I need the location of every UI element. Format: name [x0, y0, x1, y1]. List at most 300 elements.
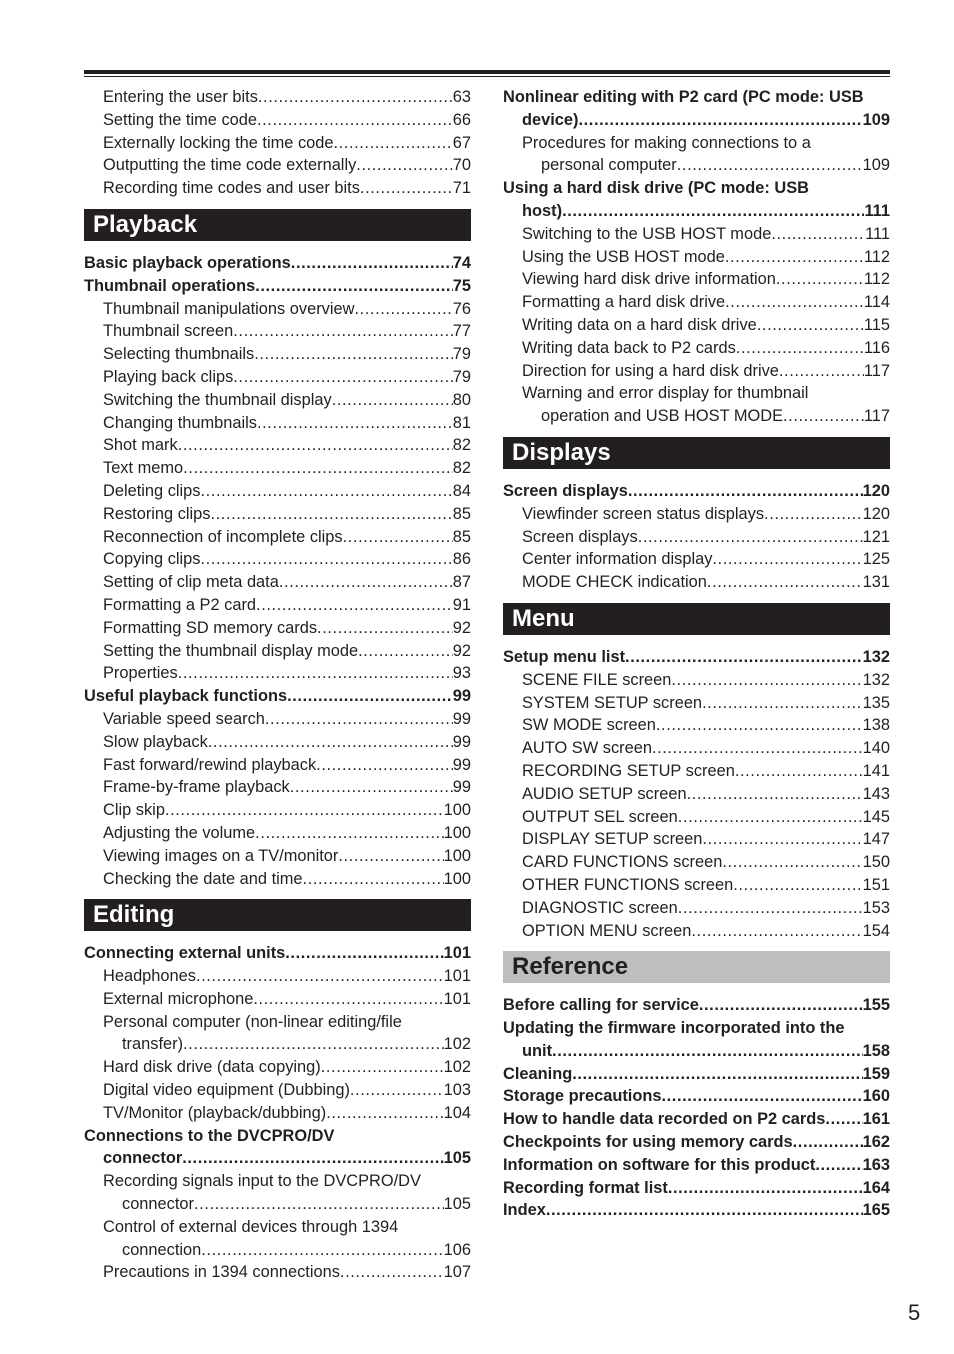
toc-topic-entry[interactable]: [84, 868, 471, 891]
toc-entry-title: device): [522, 110, 579, 129]
toc-topic-entry[interactable]: [503, 223, 890, 246]
toc-entry-line: [103, 366, 471, 389]
toc-entry-title: Switching to the USB HOST mode: [522, 224, 772, 243]
toc-entry-line: [522, 526, 890, 549]
toc-entry-title: OTHER FUNCTIONS screen: [522, 875, 734, 894]
toc-entry-line: [522, 851, 890, 874]
toc-entry-line: [503, 1063, 890, 1086]
toc-topic-entry[interactable]: [84, 177, 471, 200]
toc-entry-title: How to handle data recorded on P2 cards: [503, 1110, 826, 1129]
dot-leader: [356, 154, 452, 177]
toc-topic-entry[interactable]: [503, 669, 890, 692]
dot-leader: [638, 526, 863, 549]
section-heading: Reference: [503, 951, 890, 983]
toc-entry-title: External microphone: [103, 989, 254, 1008]
dot-leader: [735, 760, 863, 783]
toc-topic-entry[interactable]: [84, 412, 471, 435]
toc-topic-entry[interactable]: [84, 154, 471, 177]
toc-topic-entry[interactable]: [503, 851, 890, 874]
toc-entry-page: 115: [863, 315, 890, 334]
dot-leader: [253, 988, 443, 1011]
toc-entry-title: Thumbnail operations: [84, 276, 256, 295]
dot-leader: [196, 965, 444, 988]
toc-entry-line: [522, 268, 890, 291]
toc-entry-line: [522, 405, 890, 428]
toc-topic-entry[interactable]: [503, 360, 890, 383]
toc-entry-line: [103, 708, 471, 731]
toc-entry-line: [103, 480, 471, 503]
toc-entry-title: Variable speed search: [103, 709, 265, 728]
toc-entry-title: Setting of clip meta data: [103, 573, 279, 592]
toc-entry-title: Formatting a hard disk drive: [522, 293, 726, 312]
toc-entry-page: 67: [452, 133, 471, 152]
toc-entry-page: 117: [863, 361, 890, 380]
toc-entry-title: Recording time codes and user bits: [103, 179, 360, 198]
toc-entry-title: Using the USB HOST mode: [522, 247, 725, 266]
toc-topic-entry[interactable]: [503, 382, 890, 428]
toc-topic-entry[interactable]: [503, 526, 890, 549]
toc-chapter-entry[interactable]: [503, 480, 890, 503]
toc-entry-line: [103, 86, 471, 109]
toc-topic-entry[interactable]: [503, 692, 890, 715]
toc-chapter-entry[interactable]: [84, 1125, 471, 1171]
toc-entry-page: 86: [452, 550, 471, 569]
toc-entry-title: Setup menu list: [503, 647, 626, 666]
toc-entry-title-first-line: Using a hard disk drive (PC mode: USB: [503, 179, 810, 198]
header-rule-thin: [84, 76, 890, 77]
dot-leader: [178, 662, 453, 685]
toc-entry-page: 101: [443, 944, 471, 963]
toc-topic-entry[interactable]: [84, 988, 471, 1011]
toc-topic-entry[interactable]: [503, 132, 890, 178]
toc-topic-entry[interactable]: [84, 320, 471, 343]
toc-entry-page: 75: [452, 276, 471, 295]
toc-chapter-entry[interactable]: [503, 1017, 890, 1063]
toc-entry-page: 81: [452, 413, 471, 432]
toc-entry-title: Screen displays: [503, 481, 628, 500]
toc-topic-entry[interactable]: [84, 503, 471, 526]
toc-entry-page: 121: [862, 527, 890, 546]
dot-leader: [285, 942, 443, 965]
toc-entry-title: unit: [522, 1041, 553, 1060]
toc-chapter-entry[interactable]: [503, 1177, 890, 1200]
toc-entry-title: connector: [103, 1149, 183, 1168]
toc-entry-page: 116: [863, 338, 890, 357]
toc-chapter-entry[interactable]: [503, 1108, 890, 1131]
toc-topic-entry[interactable]: [84, 594, 471, 617]
toc-entry-title: Cleaning: [503, 1064, 573, 1083]
dot-leader: [733, 874, 862, 897]
dot-leader: [736, 337, 864, 360]
toc-entry-line: [522, 783, 890, 806]
dot-leader: [256, 594, 453, 617]
dot-leader: [321, 1056, 444, 1079]
toc-topic-entry[interactable]: [84, 731, 471, 754]
toc-entry-page: 85: [452, 504, 471, 523]
section-heading: Displays: [503, 437, 890, 469]
toc-entry-title: SYSTEM SETUP screen: [522, 693, 703, 712]
dot-leader: [317, 617, 453, 640]
dot-leader: [699, 994, 863, 1017]
toc-chapter-entry[interactable]: [503, 86, 890, 132]
dot-leader: [702, 692, 863, 715]
dot-leader: [687, 783, 863, 806]
toc-entry-title: Fast forward/rewind playback: [103, 755, 317, 774]
dot-leader: [783, 405, 864, 428]
dot-leader: [211, 503, 453, 526]
toc-entry-title-first-line: Connections to the DVCPRO/DV: [84, 1126, 335, 1145]
toc-topic-entry[interactable]: [84, 526, 471, 549]
toc-topic-entry[interactable]: [503, 760, 890, 783]
dot-leader: [316, 754, 453, 777]
toc-entry-title: OPTION MENU screen: [522, 921, 692, 940]
toc-entry-title: SW MODE screen: [522, 716, 656, 735]
toc-entry-title: Externally locking the time code: [103, 133, 334, 152]
toc-topic-entry[interactable]: [84, 799, 471, 822]
toc-entry-line: [522, 548, 890, 571]
toc-topic-entry[interactable]: [84, 845, 471, 868]
toc-entry-title: operation and USB HOST MODE: [541, 407, 784, 426]
toc-topic-entry[interactable]: [84, 1079, 471, 1102]
toc-entry-title: Precautions in 1394 connections: [103, 1263, 340, 1282]
toc-chapter-entry[interactable]: [84, 252, 471, 275]
dot-leader: [233, 366, 452, 389]
toc-left-column: [84, 86, 471, 1284]
toc-entry-page: 162: [862, 1133, 890, 1152]
dot-leader: [656, 714, 863, 737]
toc-entry-title: host): [522, 201, 563, 220]
toc-entry-line: [103, 412, 471, 435]
toc-entry-line: [522, 897, 890, 920]
toc-entry-page: 99: [452, 778, 471, 797]
toc-entry-page: 141: [862, 761, 890, 780]
toc-entry-page: 135: [862, 693, 890, 712]
toc-entry-line: [103, 343, 471, 366]
section-heading: Playback: [84, 209, 471, 241]
toc-topic-entry[interactable]: [84, 965, 471, 988]
toc-entry-line: [103, 1239, 471, 1262]
dot-leader: [258, 86, 453, 109]
toc-entry-title: Writing data on a hard disk drive: [522, 315, 757, 334]
toc-topic-entry[interactable]: [84, 109, 471, 132]
dot-leader: [354, 298, 452, 321]
toc-entry-page: 145: [862, 807, 890, 826]
toc-entry-title: DISPLAY SETUP screen: [522, 830, 703, 849]
dot-leader: [200, 548, 452, 571]
toc-entry-page: 79: [452, 345, 471, 364]
dot-leader: [668, 1177, 863, 1200]
toc-entry-page: 111: [864, 201, 890, 220]
dot-leader: [350, 1079, 444, 1102]
toc-topic-entry[interactable]: [84, 434, 471, 457]
toc-entry-page: 79: [452, 367, 471, 386]
toc-chapter-entry[interactable]: [503, 1154, 890, 1177]
toc-topic-entry[interactable]: [84, 662, 471, 685]
dot-leader: [707, 571, 863, 594]
toc-entry-title: personal computer: [541, 156, 677, 175]
toc-topic-entry[interactable]: [503, 828, 890, 851]
toc-entry-line: [522, 314, 890, 337]
toc-entry-line: [103, 965, 471, 988]
toc-entry-title: Recording format list: [503, 1178, 668, 1197]
toc-entry-title: Adjusting the volume: [103, 823, 256, 842]
toc-topic-entry[interactable]: [503, 806, 890, 829]
toc-entry-line: [103, 526, 471, 549]
toc-chapter-entry[interactable]: [503, 1199, 890, 1222]
toc-topic-entry[interactable]: [84, 548, 471, 571]
toc-entry-page: 154: [862, 921, 890, 940]
toc-entry-line: [503, 1040, 890, 1063]
toc-topic-entry[interactable]: [84, 617, 471, 640]
dot-leader: [303, 868, 444, 891]
toc-chapter-entry[interactable]: [84, 275, 471, 298]
toc-entry-page: 105: [443, 1149, 471, 1168]
toc-entry-title: Properties: [103, 664, 178, 683]
toc-entry-page: 66: [452, 110, 471, 129]
toc-entry-title: DIAGNOSTIC screen: [522, 898, 678, 917]
toc-entry-page: 131: [862, 573, 890, 592]
dot-leader: [287, 685, 453, 708]
toc-entry-line: [103, 845, 471, 868]
toc-topic-entry[interactable]: [84, 1170, 471, 1216]
toc-entry-page: 163: [862, 1155, 890, 1174]
dot-leader: [628, 480, 863, 503]
dot-leader: [200, 480, 452, 503]
toc-entry-line: [522, 806, 890, 829]
toc-entry-line: [522, 246, 890, 269]
toc-entry-line: [103, 503, 471, 526]
toc-entry-page: 101: [443, 989, 471, 1008]
dot-leader: [183, 1033, 444, 1056]
dot-leader: [579, 109, 863, 132]
toc-entry-line: [503, 1199, 890, 1222]
toc-entry-page: 100: [443, 846, 471, 865]
toc-topic-entry[interactable]: [84, 343, 471, 366]
toc-topic-entry[interactable]: [84, 1216, 471, 1262]
dot-leader: [546, 1199, 863, 1222]
toc-topic-entry[interactable]: [84, 132, 471, 155]
dot-leader: [343, 526, 453, 549]
toc-topic-entry[interactable]: [84, 776, 471, 799]
dot-leader: [208, 731, 453, 754]
toc-entry-line: [103, 154, 471, 177]
page-number: 5: [908, 1300, 921, 1325]
toc-topic-entry[interactable]: [503, 897, 890, 920]
toc-entry-line: [503, 1154, 890, 1177]
toc-entry-page: 71: [452, 179, 471, 198]
toc-topic-entry[interactable]: [503, 291, 890, 314]
toc-entry-title: Switching the thumbnail display: [103, 390, 332, 409]
toc-entry-page: 74: [452, 253, 471, 272]
toc-entry-page: 111: [865, 224, 890, 243]
toc-chapter-entry[interactable]: [84, 685, 471, 708]
toc-chapter-entry[interactable]: [503, 646, 890, 669]
toc-entry-line: [103, 132, 471, 155]
toc-entry-page: 105: [443, 1195, 471, 1214]
toc-topic-entry[interactable]: [503, 246, 890, 269]
toc-topic-entry[interactable]: [84, 457, 471, 480]
dot-leader: [702, 828, 862, 851]
dot-leader: [291, 252, 453, 275]
toc-topic-entry[interactable]: [503, 783, 890, 806]
toc-entry-title: Slow playback: [103, 732, 208, 751]
toc-entry-title: Direction for using a hard disk drive: [522, 361, 779, 380]
toc-topic-entry[interactable]: [84, 298, 471, 321]
toc-entry-line: [103, 457, 471, 480]
toc-entry-title: Formatting SD memory cards: [103, 618, 318, 637]
toc-entry-page: 155: [862, 996, 890, 1015]
toc-topic-entry[interactable]: [84, 1056, 471, 1079]
dot-leader: [552, 1040, 863, 1063]
toc-entry-line: [103, 868, 471, 891]
dot-leader: [332, 389, 453, 412]
toc-topic-entry[interactable]: [503, 920, 890, 943]
toc-entry-title: Clip skip: [103, 801, 165, 820]
toc-entry-page: 77: [452, 322, 471, 341]
toc-chapter-entry[interactable]: [503, 1063, 890, 1086]
toc-entry-page: 161: [862, 1110, 890, 1129]
toc-entry-page: 92: [452, 618, 471, 637]
dot-leader: [652, 737, 863, 760]
toc-entry-page: 147: [862, 830, 890, 849]
dot-leader: [233, 320, 452, 343]
toc-entry-page: 112: [863, 247, 890, 266]
toc-entry-page: 99: [452, 709, 471, 728]
toc-entry-line: [103, 754, 471, 777]
toc-chapter-entry[interactable]: [503, 1131, 890, 1154]
toc-topic-entry[interactable]: [503, 571, 890, 594]
dot-leader: [265, 708, 453, 731]
toc-topic-entry[interactable]: [503, 268, 890, 291]
toc-chapter-entry[interactable]: [503, 177, 890, 223]
toc-chapter-entry[interactable]: [503, 1085, 890, 1108]
dot-leader: [677, 154, 863, 177]
toc-entry-page: 164: [862, 1178, 890, 1197]
toc-topic-entry[interactable]: [503, 874, 890, 897]
toc-entry-title: Copying clips: [103, 550, 201, 569]
dot-leader: [722, 851, 862, 874]
toc-entry-title-first-line: Recording signals input to the DVCPRO/DV: [103, 1172, 421, 1191]
toc-entry-line: [103, 571, 471, 594]
toc-entry-title: Hard disk drive (data copying): [103, 1058, 321, 1077]
dot-leader: [360, 177, 453, 200]
toc-entry-title: MODE CHECK indication: [522, 573, 707, 592]
dot-leader: [194, 1193, 444, 1216]
dot-leader: [776, 268, 864, 291]
toc-entry-line: [103, 320, 471, 343]
dot-leader: [290, 776, 453, 799]
toc-topic-entry[interactable]: [84, 640, 471, 663]
toc-entry-title: OUTPUT SEL screen: [522, 807, 678, 826]
toc-entry-line: [503, 994, 890, 1017]
toc-entry-page: 87: [452, 573, 471, 592]
toc-entry-page: 85: [452, 527, 471, 546]
toc-topic-entry[interactable]: [503, 737, 890, 760]
toc-entry-page: 63: [452, 88, 471, 106]
toc-entry-page: 92: [452, 641, 471, 660]
toc-entry-page: 103: [443, 1081, 471, 1100]
toc-entry-title: Viewing images on a TV/monitor: [103, 846, 339, 865]
toc-entry-title: Viewing hard disk drive information: [522, 270, 776, 289]
toc-chapter-entry[interactable]: [503, 994, 890, 1017]
toc-entry-page: 107: [443, 1263, 471, 1282]
toc-topic-entry[interactable]: [84, 366, 471, 389]
toc-topic-entry[interactable]: [84, 86, 471, 109]
dot-leader: [165, 799, 444, 822]
toc-entry-line: [84, 252, 471, 275]
toc-entry-line: [84, 275, 471, 298]
dot-leader: [793, 1131, 863, 1154]
toc-entry-line: [522, 571, 890, 594]
toc-entry-line: [103, 776, 471, 799]
toc-entry-line: [103, 389, 471, 412]
toc-entry-line: [503, 480, 890, 503]
toc-entry-title: Basic playback operations: [84, 253, 291, 272]
toc-topic-entry[interactable]: [84, 480, 471, 503]
toc-topic-entry[interactable]: [84, 1261, 471, 1284]
toc-entry-title: Outputting the time code externally: [103, 156, 357, 175]
toc-entry-page: 153: [862, 898, 890, 917]
toc-entry-title: Storage precautions: [503, 1087, 662, 1106]
toc-topic-entry[interactable]: [503, 548, 890, 571]
toc-topic-entry[interactable]: [84, 708, 471, 731]
toc-entry-line: [103, 298, 471, 321]
toc-entry-title: Reconnection of incomplete clips: [103, 527, 343, 546]
toc-entry-line: [103, 109, 471, 132]
toc-right-column: [503, 86, 890, 1222]
toc-topic-entry[interactable]: [503, 337, 890, 360]
dot-leader: [255, 275, 453, 298]
toc-topic-entry[interactable]: [84, 571, 471, 594]
toc-topic-entry[interactable]: [84, 822, 471, 845]
dot-leader: [326, 1102, 443, 1125]
toc-entry-line: [103, 1102, 471, 1125]
toc-entry-line: [522, 669, 890, 692]
toc-topic-entry[interactable]: [503, 503, 890, 526]
toc-entry-title: Setting the time code: [103, 110, 257, 129]
toc-entry-line: [103, 731, 471, 754]
toc-entry-page: 120: [862, 481, 890, 500]
toc-entry-page: 82: [452, 436, 471, 455]
toc-entry-page: 151: [862, 875, 890, 894]
toc-topic-entry[interactable]: [84, 1102, 471, 1125]
dot-leader: [183, 457, 453, 480]
dot-leader: [201, 1239, 443, 1262]
toc-entry-page: 120: [862, 504, 890, 523]
toc-entry-line: [103, 640, 471, 663]
toc-topic-entry[interactable]: [503, 714, 890, 737]
toc-chapter-entry[interactable]: [84, 942, 471, 965]
toc-entry-page: 76: [452, 299, 471, 318]
toc-entry-page: 109: [862, 110, 890, 129]
dot-leader: [764, 503, 863, 526]
toc-entry-title: Useful playback functions: [84, 687, 288, 706]
toc-entry-title: Entering the user bits: [103, 88, 258, 106]
toc-entry-page: 70: [452, 156, 471, 175]
dot-leader: [338, 845, 443, 868]
toc-entry-line: [503, 1131, 890, 1154]
toc-topic-entry[interactable]: [84, 754, 471, 777]
toc-entry-line: [522, 714, 890, 737]
dot-leader: [279, 571, 453, 594]
dot-leader: [771, 223, 865, 246]
toc-topic-entry[interactable]: [84, 389, 471, 412]
dot-leader: [254, 343, 453, 366]
toc-topic-entry[interactable]: [84, 1011, 471, 1057]
toc-entry-page: 84: [452, 481, 471, 500]
toc-topic-entry[interactable]: [503, 314, 890, 337]
toc-entry-line: [522, 692, 890, 715]
